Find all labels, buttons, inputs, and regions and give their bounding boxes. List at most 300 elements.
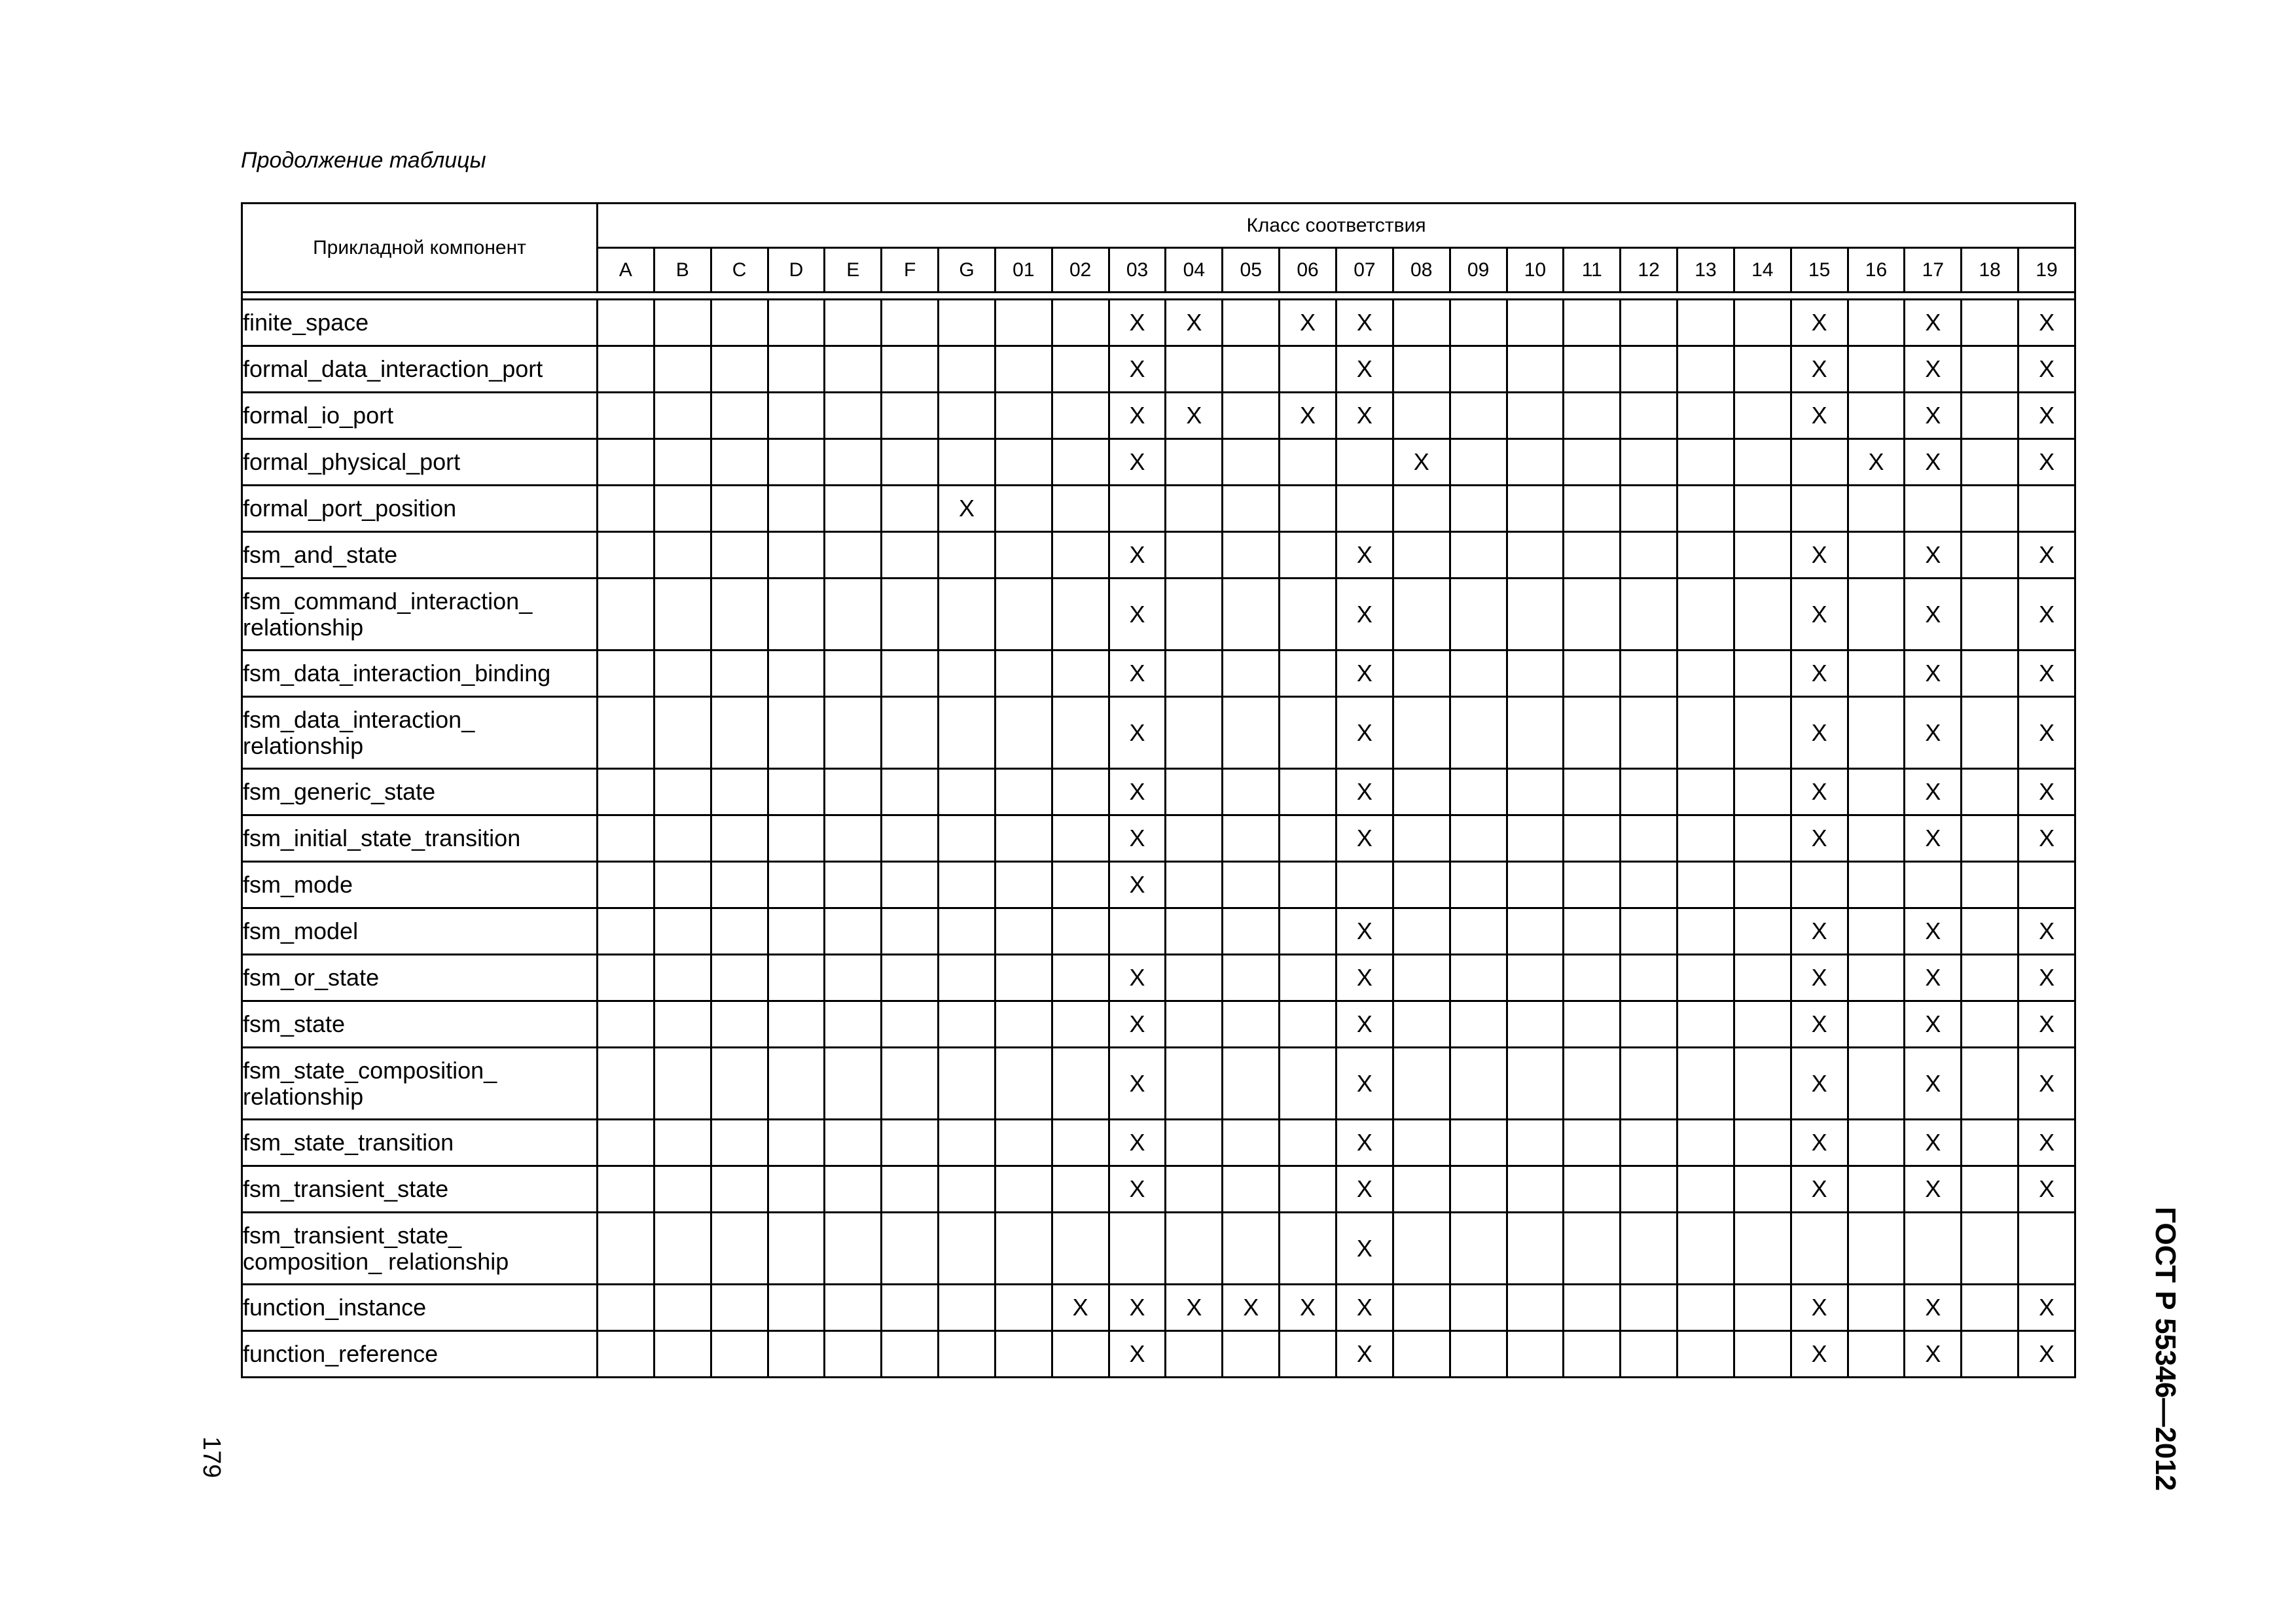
table-row [242,1166,2075,1213]
conformance-cell [1734,1120,1791,1166]
conformance-mark: X [1791,815,1848,862]
conformance-cell [654,346,711,393]
conformance-cell [654,697,711,769]
conformance-mark: X [1280,393,1336,439]
table-row [242,486,2075,532]
conformance-cell [1280,1120,1336,1166]
conformance-cell [1450,862,1507,908]
conformance-cell [654,532,711,579]
conformance-cell [768,697,825,769]
conformance-cell [1223,300,1280,346]
conformance-cell [995,815,1052,862]
conformance-cell [882,579,939,651]
conformance-cell [1450,908,1507,955]
conformance-cell [768,439,825,486]
conformance-cell [711,486,768,532]
conformance-cell [1677,1048,1734,1120]
conformance-cell [768,1285,825,1331]
component-name-cell: fsm_data_interaction_ relationship [242,697,598,769]
conformance-cell [1052,1331,1109,1378]
conformance-cell [1450,300,1507,346]
conformance-cell [995,1120,1052,1166]
conformance-cell [654,815,711,862]
conformance-cell [1734,1213,1791,1285]
conformance-cell [711,1048,768,1120]
conformance-cell [1734,955,1791,1001]
component-name-cell: fsm_data_interaction_binding [242,651,598,697]
table-row [242,532,2075,579]
conformance-cell [768,1166,825,1213]
conformance-cell [1223,697,1280,769]
conformance-cell [995,1166,1052,1213]
conformance-cell [1507,1120,1564,1166]
conformance-cell [1621,862,1677,908]
table-row [242,1120,2075,1166]
class-column-header: B [654,248,711,293]
conformance-cell [1621,393,1677,439]
header-spacer-cell [242,293,2075,300]
conformance-cell [768,346,825,393]
table-row [242,439,2075,486]
conformance-cell [1166,346,1223,393]
conformance-cell [1450,651,1507,697]
conformance-cell [1280,769,1336,815]
conformance-cell [654,1331,711,1378]
conformance-cell [1052,815,1109,862]
conformance-cell [1564,1285,1621,1331]
conformance-cell [1564,1120,1621,1166]
conformance-cell [939,300,996,346]
conformance-cell [2018,862,2075,908]
conformance-cell [1677,815,1734,862]
conformance-mark: X [1791,1001,1848,1048]
conformance-cell [1450,346,1507,393]
conformance-mark: X [1336,1285,1393,1331]
conformance-cell [1166,908,1223,955]
conformance-cell [1848,346,1905,393]
class-column-header: 15 [1791,248,1848,293]
conformance-mark: X [1905,1120,1962,1166]
conformance-mark: X [1336,1331,1393,1378]
conformance-cell [1166,1331,1223,1378]
conformance-cell [825,532,882,579]
conformance-cell [768,486,825,532]
conformance-mark: X [1052,1285,1109,1331]
conformance-cell [939,1213,996,1285]
conformance-cell [1791,439,1848,486]
component-name-cell: fsm_and_state [242,532,598,579]
conformance-cell [1734,1001,1791,1048]
conformance-cell [1621,1120,1677,1166]
conformance-mark: X [1109,1001,1166,1048]
conformance-cell [654,1120,711,1166]
table-row [242,393,2075,439]
conformance-mark: X [1791,393,1848,439]
conformance-cell [598,862,655,908]
conformance-cell [825,1331,882,1378]
conformance-cell [825,486,882,532]
conformance-cell [882,393,939,439]
conformance-mark: X [2018,908,2075,955]
conformance-cell [882,1213,939,1285]
conformance-cell [1677,1166,1734,1213]
conformance-mark: X [1905,346,1962,393]
conformance-cell [1564,955,1621,1001]
conformance-cell [598,439,655,486]
conformance-cell [768,955,825,1001]
conformance-cell [939,1285,996,1331]
conformance-cell [1507,1285,1564,1331]
conformance-cell [1734,1048,1791,1120]
conformance-cell [1734,1331,1791,1378]
conformance-mark: X [1393,439,1450,486]
conformance-cell [1507,955,1564,1001]
conformance-cell [711,862,768,908]
conformance-mark: X [1336,1213,1393,1285]
conformance-cell [1905,862,1962,908]
conformance-cell [1393,579,1450,651]
conformance-cell [1621,1285,1677,1331]
conformance-cell [1450,393,1507,439]
class-column-header: 04 [1166,248,1223,293]
table-row [242,862,2075,908]
conformance-cell [1848,1048,1905,1120]
conformance-cell [1677,769,1734,815]
conformance-mark: X [1905,1331,1962,1378]
table-row [242,1048,2075,1120]
conformance-mark: X [1791,651,1848,697]
conformance-cell [1848,697,1905,769]
conformance-cell [1393,486,1450,532]
conformance-cell [995,908,1052,955]
conformance-mark: X [1336,1001,1393,1048]
conformance-mark: X [2018,300,2075,346]
conformance-mark: X [2018,815,2075,862]
conformance-mark: X [1336,393,1393,439]
conformance-mark: X [2018,651,2075,697]
conformance-mark: X [1223,1285,1280,1331]
conformance-cell [711,769,768,815]
conformance-cell [1223,1166,1280,1213]
conformance-mark: X [1791,955,1848,1001]
class-column-header: 14 [1734,248,1791,293]
conformance-cell [1848,300,1905,346]
conformance-cell [1962,908,2018,955]
conformance-cell [1052,651,1109,697]
conformance-cell [1450,697,1507,769]
conformance-cell [825,393,882,439]
conformance-cell [882,862,939,908]
conformance-cell [1962,300,2018,346]
conformance-cell [1280,1213,1336,1285]
conformance-cell [1052,1048,1109,1120]
conformance-cell [1280,651,1336,697]
header-spacer-row [242,293,2075,300]
conformance-cell [825,651,882,697]
conformance-cell [825,955,882,1001]
conformance-cell [1564,769,1621,815]
conformance-cell [1393,300,1450,346]
conformance-cell [1677,1001,1734,1048]
conformance-mark: X [1905,1048,1962,1120]
conformance-mark: X [2018,1120,2075,1166]
conformance-cell [1507,815,1564,862]
conformance-cell [1450,1120,1507,1166]
table-row [242,651,2075,697]
component-name-cell: fsm_model [242,908,598,955]
conformance-cell [598,1331,655,1378]
conformance-cell [825,1001,882,1048]
conformance-cell [825,1213,882,1285]
conformance-cell [1962,862,2018,908]
conformance-cell [654,1048,711,1120]
conformance-cell [1280,697,1336,769]
conformance-cell [1393,1213,1450,1285]
conformance-cell [1677,1285,1734,1331]
conformance-mark: X [1109,697,1166,769]
component-name-cell: formal_io_port [242,393,598,439]
conformance-cell [939,393,996,439]
conformance-mark: X [2018,346,2075,393]
conformance-cell [1280,815,1336,862]
conformance-cell [995,769,1052,815]
conformance-cell [1734,862,1791,908]
conformance-cell [1621,769,1677,815]
conformance-cell [1564,651,1621,697]
component-name-cell: fsm_transient_state [242,1166,598,1213]
conformance-cell [939,579,996,651]
conformance-cell [882,300,939,346]
conformance-cell [1223,651,1280,697]
conformance-cell [598,1048,655,1120]
conformance-cell [711,955,768,1001]
conformance-cell [1223,393,1280,439]
conformance-cell [768,769,825,815]
class-column-header: 19 [2018,248,2075,293]
conformance-cell [1734,532,1791,579]
conformance-cell [939,769,996,815]
conformance-cell [1962,955,2018,1001]
component-name-cell: formal_port_position [242,486,598,532]
conformance-cell [825,908,882,955]
conformance-cell [598,1001,655,1048]
conformance-cell [1166,815,1223,862]
conformance-cell [1052,393,1109,439]
conformance-cell [1962,1120,2018,1166]
conformance-cell [1223,955,1280,1001]
conformance-cell [654,769,711,815]
conformance-cell [1564,908,1621,955]
conformance-cell [1280,1001,1336,1048]
conformance-cell [1450,486,1507,532]
conformance-cell [1677,300,1734,346]
conformance-cell [768,651,825,697]
conformance-cell [1393,769,1450,815]
conformance-mark: X [1791,1331,1848,1378]
conformance-mark: X [1791,697,1848,769]
conformance-cell [825,1048,882,1120]
conformance-cell [654,579,711,651]
class-column-header: 16 [1848,248,1905,293]
conformance-cell [768,908,825,955]
conformance-mark: X [1791,1285,1848,1331]
conformance-cell [1564,393,1621,439]
conformance-cell [1507,1166,1564,1213]
conformance-cell [1677,346,1734,393]
conformance-cell [711,346,768,393]
conformance-cell [768,579,825,651]
conformance-cell [1052,1001,1109,1048]
conformance-cell [1393,393,1450,439]
conformance-mark: X [1336,815,1393,862]
class-column-header: A [598,248,655,293]
conformance-cell [1962,439,2018,486]
conformance-cell [1564,579,1621,651]
conformance-cell [1621,651,1677,697]
conformance-cell [939,1166,996,1213]
conformance-cell [1450,955,1507,1001]
conformance-cell [598,908,655,955]
table-row [242,955,2075,1001]
conformance-cell [1280,579,1336,651]
conformance-cell [1280,439,1336,486]
conformance-cell [1450,1048,1507,1120]
conformance-cell [1677,1331,1734,1378]
conformance-mark: X [2018,393,2075,439]
conformance-cell [882,1166,939,1213]
conformance-cell [1393,862,1450,908]
component-name-cell: fsm_generic_state [242,769,598,815]
conformance-cell [1166,486,1223,532]
conformance-cell [654,439,711,486]
conformance-cell [1052,532,1109,579]
conformance-cell [1280,1166,1336,1213]
conformance-mark: X [1905,300,1962,346]
conformance-cell [1393,955,1450,1001]
conformance-cell [1450,1213,1507,1285]
conformance-cell [768,1213,825,1285]
conformance-cell [995,1048,1052,1120]
conformance-cell [1109,486,1166,532]
conformance-cell [711,579,768,651]
conformance-cell [939,815,996,862]
conformance-cell [598,1285,655,1331]
conformance-cell [1848,769,1905,815]
conformance-cell [939,955,996,1001]
component-name-cell: formal_physical_port [242,439,598,486]
conformance-mark: X [1336,532,1393,579]
conformance-mark: X [1280,300,1336,346]
conformance-cell [1962,579,2018,651]
class-column-header: 17 [1905,248,1962,293]
conformance-cell [1223,486,1280,532]
conformance-mark: X [1166,300,1223,346]
conformance-cell [882,651,939,697]
class-column-header: 09 [1450,248,1507,293]
table-continuation-caption: Продолжение таблицы [241,148,486,173]
component-column-header: Прикладной компонент [242,204,598,293]
conformance-cell [1962,697,2018,769]
conformance-mark: X [1791,1166,1848,1213]
class-column-header: 01 [995,248,1052,293]
conformance-cell [1052,908,1109,955]
conformance-mark: X [1109,579,1166,651]
component-name-cell: fsm_initial_state_transition [242,815,598,862]
conformance-cell [1848,1001,1905,1048]
component-name-cell: fsm_command_interaction_ relationship [242,579,598,651]
conformance-mark: X [1280,1285,1336,1331]
conformance-cell [654,1001,711,1048]
conformance-mark: X [1109,1120,1166,1166]
conformance-cell [1223,532,1280,579]
class-column-header: F [882,248,939,293]
table-row [242,815,2075,862]
table-row [242,1331,2075,1378]
conformance-cell [1223,908,1280,955]
conformance-cell [995,579,1052,651]
conformance-cell [939,1331,996,1378]
conformance-cell [1052,697,1109,769]
conformance-mark: X [1905,815,1962,862]
conformance-cell [1052,955,1109,1001]
conformance-cell [1393,346,1450,393]
component-name-cell: fsm_or_state [242,955,598,1001]
conformance-cell [1166,1048,1223,1120]
conformance-cell [598,1120,655,1166]
conformance-cell [1280,908,1336,955]
conformance-cell [1109,1213,1166,1285]
conformance-cell [939,346,996,393]
conformance-mark: X [1109,955,1166,1001]
conformance-mark: X [2018,579,2075,651]
conformance-cell [768,300,825,346]
conformance-cell [1507,1331,1564,1378]
conformance-cell [1223,1213,1280,1285]
conformance-cell [1166,1001,1223,1048]
conformance-mark: X [2018,1001,2075,1048]
conformance-cell [1621,1048,1677,1120]
table-row [242,1001,2075,1048]
conformance-cell [1564,697,1621,769]
conformance-cell [711,532,768,579]
conformance-cell [1052,300,1109,346]
conformance-mark: X [2018,697,2075,769]
conformance-cell [598,1166,655,1213]
conformance-cell [1223,579,1280,651]
conformance-cell [654,908,711,955]
conformance-cell [1734,815,1791,862]
conformance-cell [1166,862,1223,908]
conformance-cell [1052,1166,1109,1213]
conformance-cell [1734,439,1791,486]
conformance-cell [1962,486,2018,532]
conformance-cell [1621,815,1677,862]
conformance-mark: X [2018,439,2075,486]
conformance-cell [1621,346,1677,393]
conformance-mark: X [1336,1166,1393,1213]
conformance-cell [1962,346,2018,393]
conformance-cell [1791,486,1848,532]
conformance-cell [1564,1213,1621,1285]
conformance-cell [1336,486,1393,532]
conformance-cell [1677,486,1734,532]
table-row [242,300,2075,346]
conformance-cell [1393,1120,1450,1166]
conformance-cell [825,1120,882,1166]
conformance-cell [1052,439,1109,486]
conformance-cell [1621,1166,1677,1213]
conformance-cell [598,486,655,532]
